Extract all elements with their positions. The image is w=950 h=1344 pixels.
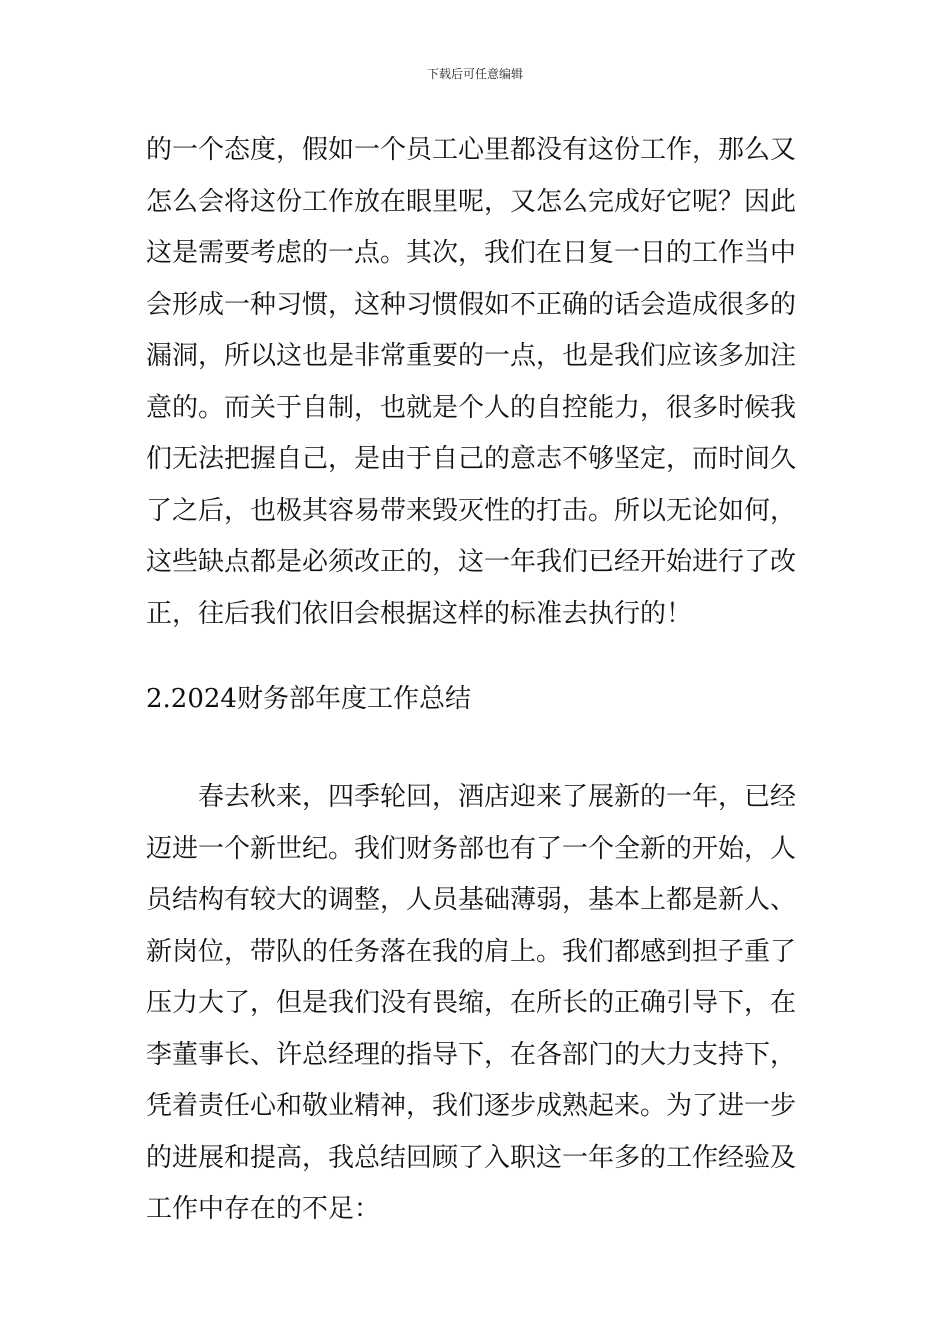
text-line: 凭着责任心和敬业精神，我们逐步成熟起来。为了进一步 — [146, 1091, 797, 1121]
section-heading: 2.2024财务部年度工作总结 — [146, 684, 471, 714]
text-line: 怎么会将这份工作放在眼里呢，又怎么完成好它呢？因此 — [146, 186, 797, 217]
paragraph-summary — [146, 772, 816, 1236]
text-line: 压力大了，但是我们没有畏缩，在所长的正确引导下，在 — [146, 988, 797, 1018]
text-line: 的一个态度，假如一个员工心里都没有这份工作，那么又 — [146, 135, 797, 165]
text-line: 这是需要考虑的一点。其次，我们在日复一日的工作当中 — [146, 238, 797, 268]
text-line: 漏洞，所以这也是非常重要的一点，也是我们应该多加注 — [146, 341, 797, 371]
paragraph-continued — [146, 125, 816, 640]
text-line: 新岗位，带队的任务落在我的肩上。我们都感到担子重了 — [146, 936, 797, 967]
text-line: 了之后，也极其容易带来毁灭性的打击。所以无论如何， — [146, 495, 797, 526]
text-line: 正，往后我们依旧会根据这样的标准去执行的！ — [146, 598, 693, 629]
text-line: 们无法把握自己，是由于自己的意志不够坚定，而时间久 — [146, 444, 797, 474]
text-line: 李董事长、许总经理的指导下，在各部门的大力支持下， — [146, 1039, 797, 1070]
text-line: 迈进一个新世纪。我们财务部也有了一个全新的开始，人 — [146, 833, 797, 864]
text-line: 的进展和提高，我总结回顾了入职这一年多的工作经验及 — [146, 1142, 797, 1173]
text-line: 会形成一种习惯，这种习惯假如不正确的话会造成很多的 — [146, 289, 797, 320]
text-line: 员结构有较大的调整，人员基础薄弱，基本上都是新人、 — [146, 885, 797, 915]
text-line: 工作中存在的不足： — [146, 1194, 381, 1224]
text-line-first-indented: 春去秋来，四季轮回，酒店迎来了展新的一年，已经 — [198, 782, 797, 812]
page-header-note: 下载后可任意编辑 — [426, 67, 523, 81]
text-line: 这些缺点都是必须改正的，这一年我们已经开始进行了改 — [146, 547, 797, 577]
text-line: 意的。而关于自制，也就是个人的自控能力，很多时候我 — [146, 392, 797, 423]
